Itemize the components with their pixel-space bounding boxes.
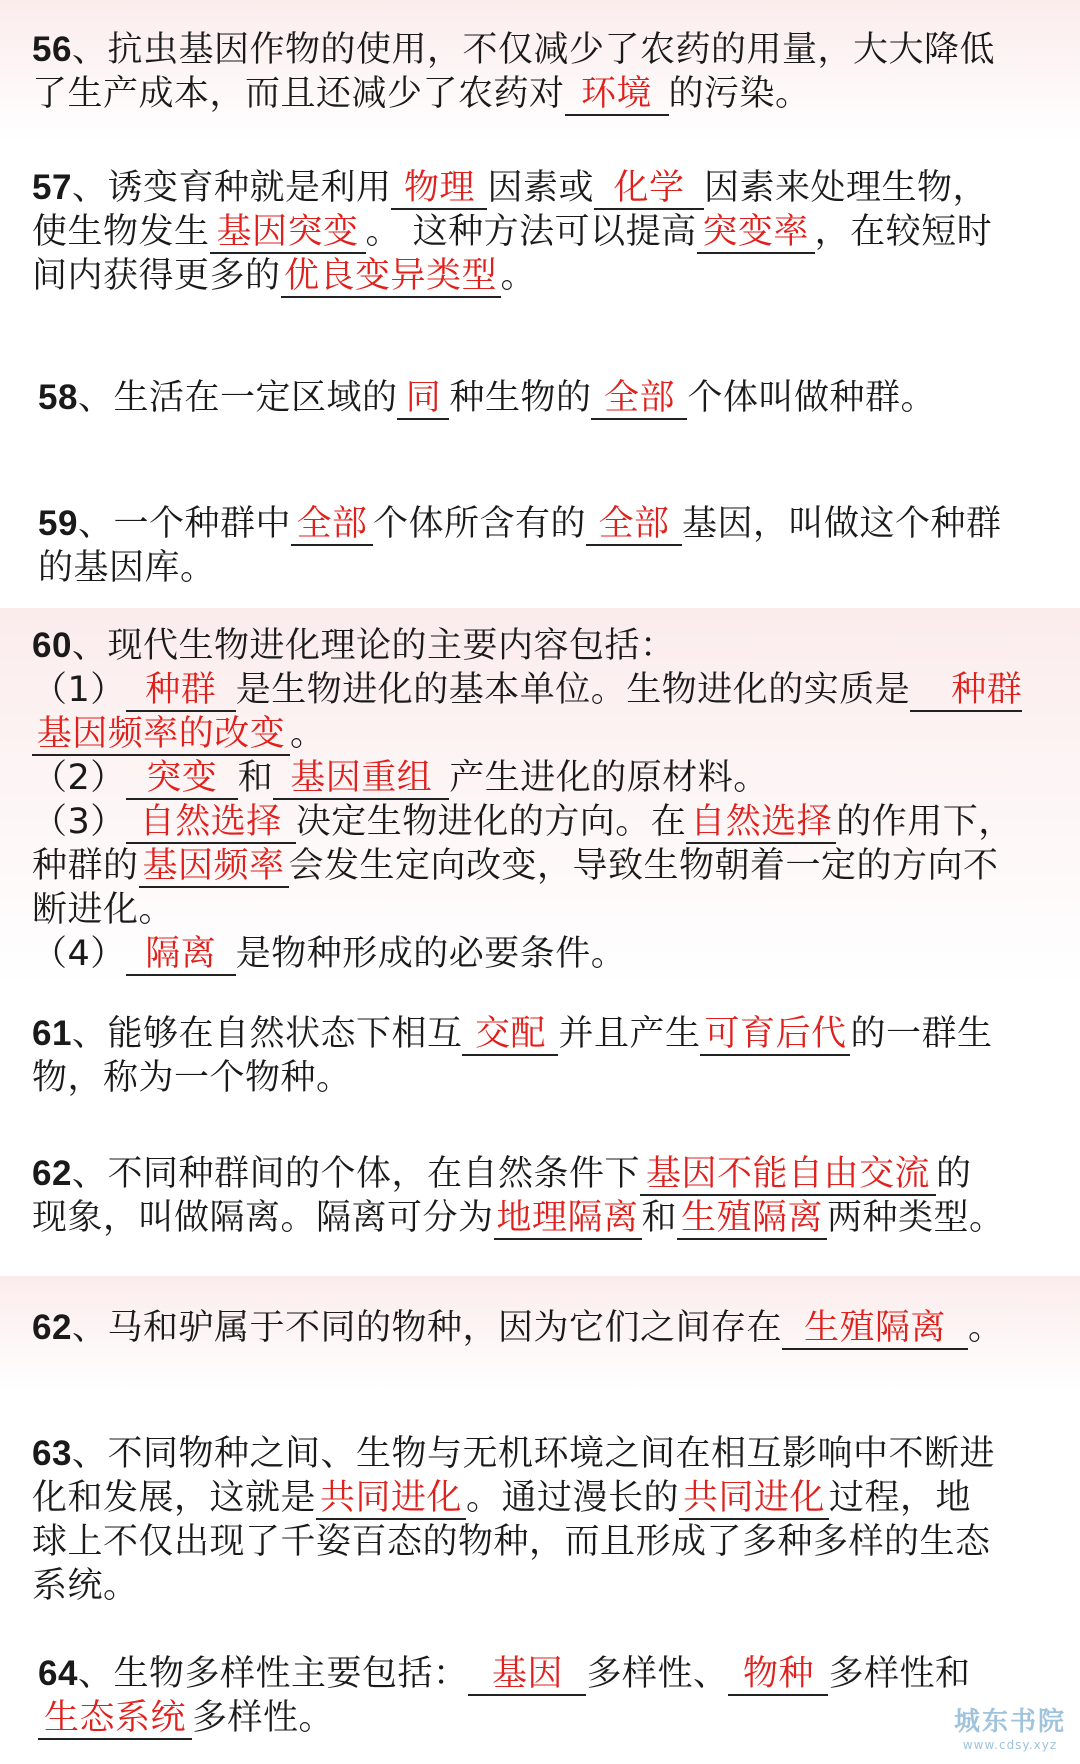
question-text: 现象，叫做隔离。隔离可分为 xyxy=(32,1198,494,1238)
answer-blank: 生态系统 xyxy=(38,1698,192,1740)
question-text: 是物种形成的必要条件。 xyxy=(235,934,627,974)
question-text: 、生物多样性主要包括： xyxy=(77,1654,469,1694)
question-text: 了生产成本，而且还减少了农药对 xyxy=(32,74,565,114)
question-61 xyxy=(0,1012,1080,1100)
answer-blank: 优良变异类型 xyxy=(281,256,501,298)
answer-blank: 交配 xyxy=(462,1014,558,1056)
question-60 xyxy=(0,608,1080,988)
question-number: 61 xyxy=(32,1014,72,1053)
answer-blank: 共同进化 xyxy=(316,1478,466,1520)
answer-blank: 基因不能自由交流 xyxy=(640,1154,936,1196)
question-text: 、一个种群中 xyxy=(77,504,291,544)
question-58 xyxy=(0,376,1080,420)
question-text: 、能够在自然状态下相互 xyxy=(71,1014,463,1054)
answer-blank: 生殖隔离 xyxy=(677,1198,827,1240)
answer-blank: 基因频率的改变 xyxy=(32,714,290,756)
question-text: 球上不仅出现了千姿百态的物种，而且形成了多种多样的生态 xyxy=(32,1522,991,1562)
question-text: 。 xyxy=(500,256,537,296)
answer-blank: 自然选择 xyxy=(126,802,296,844)
question-62-horse-donkey xyxy=(0,1276,1080,1392)
answer-blank: 可育后代 xyxy=(700,1014,850,1056)
answer-blank: 自然选择 xyxy=(686,802,836,844)
question-number: 64 xyxy=(38,1654,78,1693)
question-text: 化和发展，这就是 xyxy=(32,1478,317,1518)
question-text: 个体所含有的 xyxy=(372,504,586,544)
question-text: 。通过漫长的 xyxy=(466,1478,680,1518)
answer-blank: 隔离 xyxy=(126,934,236,976)
question-text: 多样性、 xyxy=(586,1654,729,1694)
question-text: ，在较短时 xyxy=(814,212,993,252)
question-text: 因素或 xyxy=(487,168,594,208)
question-text: 多样性和 xyxy=(828,1654,971,1694)
question-64 xyxy=(0,1652,1080,1740)
question-text: 过程，地 xyxy=(829,1478,972,1518)
question-number: 62 xyxy=(32,1154,72,1193)
question-text: 个体叫做种群。 xyxy=(687,378,936,418)
question-text: 的 xyxy=(935,1154,972,1194)
question-number: 62 xyxy=(32,1308,72,1347)
answer-blank: 全部 xyxy=(586,504,682,546)
answer-blank: 生殖隔离 xyxy=(782,1308,968,1350)
answer-blank: 突变 xyxy=(126,758,238,800)
answer-blank: 物理 xyxy=(391,168,487,210)
question-63 xyxy=(0,1432,1080,1608)
question-text: 的一群生 xyxy=(850,1014,993,1054)
answer-blank: 地理隔离 xyxy=(494,1198,642,1240)
question-text: 会发生定向改变，导致生物朝着一定的方向不 xyxy=(288,846,999,886)
answer-blank: 种群 xyxy=(910,670,1022,712)
question-text: 、现代生物进化理论的主要内容包括： xyxy=(71,626,676,666)
answer-blank: 同 xyxy=(397,378,449,420)
item-label: （1） xyxy=(32,670,126,710)
answer-blank: 基因突变 xyxy=(210,212,366,254)
answer-blank: 环境 xyxy=(565,74,669,116)
question-text: 的作用下， xyxy=(836,802,1014,842)
answer-blank: 突变率 xyxy=(697,212,815,254)
question-56 xyxy=(0,0,1080,140)
question-text: 是生物进化的基本单位。生物进化的实质是 xyxy=(235,670,911,710)
answer-blank: 共同进化 xyxy=(679,1478,829,1520)
answer-blank: 全部 xyxy=(591,378,687,420)
question-text: 。 xyxy=(290,714,326,754)
question-number: 60 xyxy=(32,626,72,665)
question-number: 58 xyxy=(38,378,78,417)
answer-blank: 基因频率 xyxy=(139,846,289,888)
question-text: 的污染。 xyxy=(668,74,811,114)
item-label: （4） xyxy=(32,934,126,974)
question-number: 56 xyxy=(32,30,72,69)
question-text: 、抗虫基因作物的使用，不仅减少了农药的用量，大大降低 xyxy=(71,30,995,70)
question-text: 因素来处理生物， xyxy=(703,168,988,208)
item-label: （2） xyxy=(32,758,126,798)
watermark-logo xyxy=(954,1701,1066,1752)
answer-blank: 种群 xyxy=(126,670,236,712)
question-text: 决定生物进化的方向。在 xyxy=(295,802,687,842)
answer-blank: 物种 xyxy=(728,1654,828,1696)
question-text: 产生进化的原材料。 xyxy=(449,758,769,798)
question-57 xyxy=(0,166,1080,298)
item-label: （3） xyxy=(32,802,126,842)
question-text: 和 xyxy=(641,1198,678,1238)
question-text: 两种类型。 xyxy=(827,1198,1005,1238)
question-text: 、诱变育种就是利用 xyxy=(71,168,392,208)
question-text: 使生物发生 xyxy=(32,212,210,252)
question-text: 。 xyxy=(967,1308,1004,1348)
question-number: 57 xyxy=(32,168,72,207)
question-text: 断进化。 xyxy=(32,890,175,930)
answer-blank: 基因 xyxy=(468,1654,586,1696)
watermark-url: www.cdsy.xyz xyxy=(962,1738,1058,1752)
question-text: 、不同物种之间、生物与无机环境之间在相互影响中不断进 xyxy=(71,1434,995,1474)
question-text: 物，称为一个物种。 xyxy=(32,1058,352,1098)
question-text: 并且产生 xyxy=(558,1014,701,1054)
question-text: 、马和驴属于不同的物种，因为它们之间存在 xyxy=(71,1308,782,1348)
question-text: 基因，叫做这个种群 xyxy=(681,504,1002,544)
question-text: 的基因库。 xyxy=(38,548,216,588)
question-59 xyxy=(0,502,1080,590)
question-number: 63 xyxy=(32,1434,72,1473)
answer-blank: 化学 xyxy=(594,168,704,210)
question-62-isolation xyxy=(0,1152,1080,1240)
answer-blank: 基因重组 xyxy=(273,758,449,800)
question-text: 系统。 xyxy=(32,1566,139,1606)
question-text: 间内获得更多的 xyxy=(32,256,281,296)
question-text: 和 xyxy=(237,758,274,798)
question-text: 种群的 xyxy=(32,846,139,886)
question-number: 59 xyxy=(38,504,78,543)
answer-blank: 全部 xyxy=(291,504,373,546)
question-text: 、不同种群间的个体，在自然条件下 xyxy=(71,1154,640,1194)
question-text: 种生物的 xyxy=(449,378,592,418)
watermark-title: 城东书院 xyxy=(953,1707,1066,1737)
question-text: 、生活在一定区域的 xyxy=(77,378,398,418)
question-text: 。 这种方法可以提高 xyxy=(365,212,697,252)
question-text: 多样性。 xyxy=(192,1698,335,1738)
